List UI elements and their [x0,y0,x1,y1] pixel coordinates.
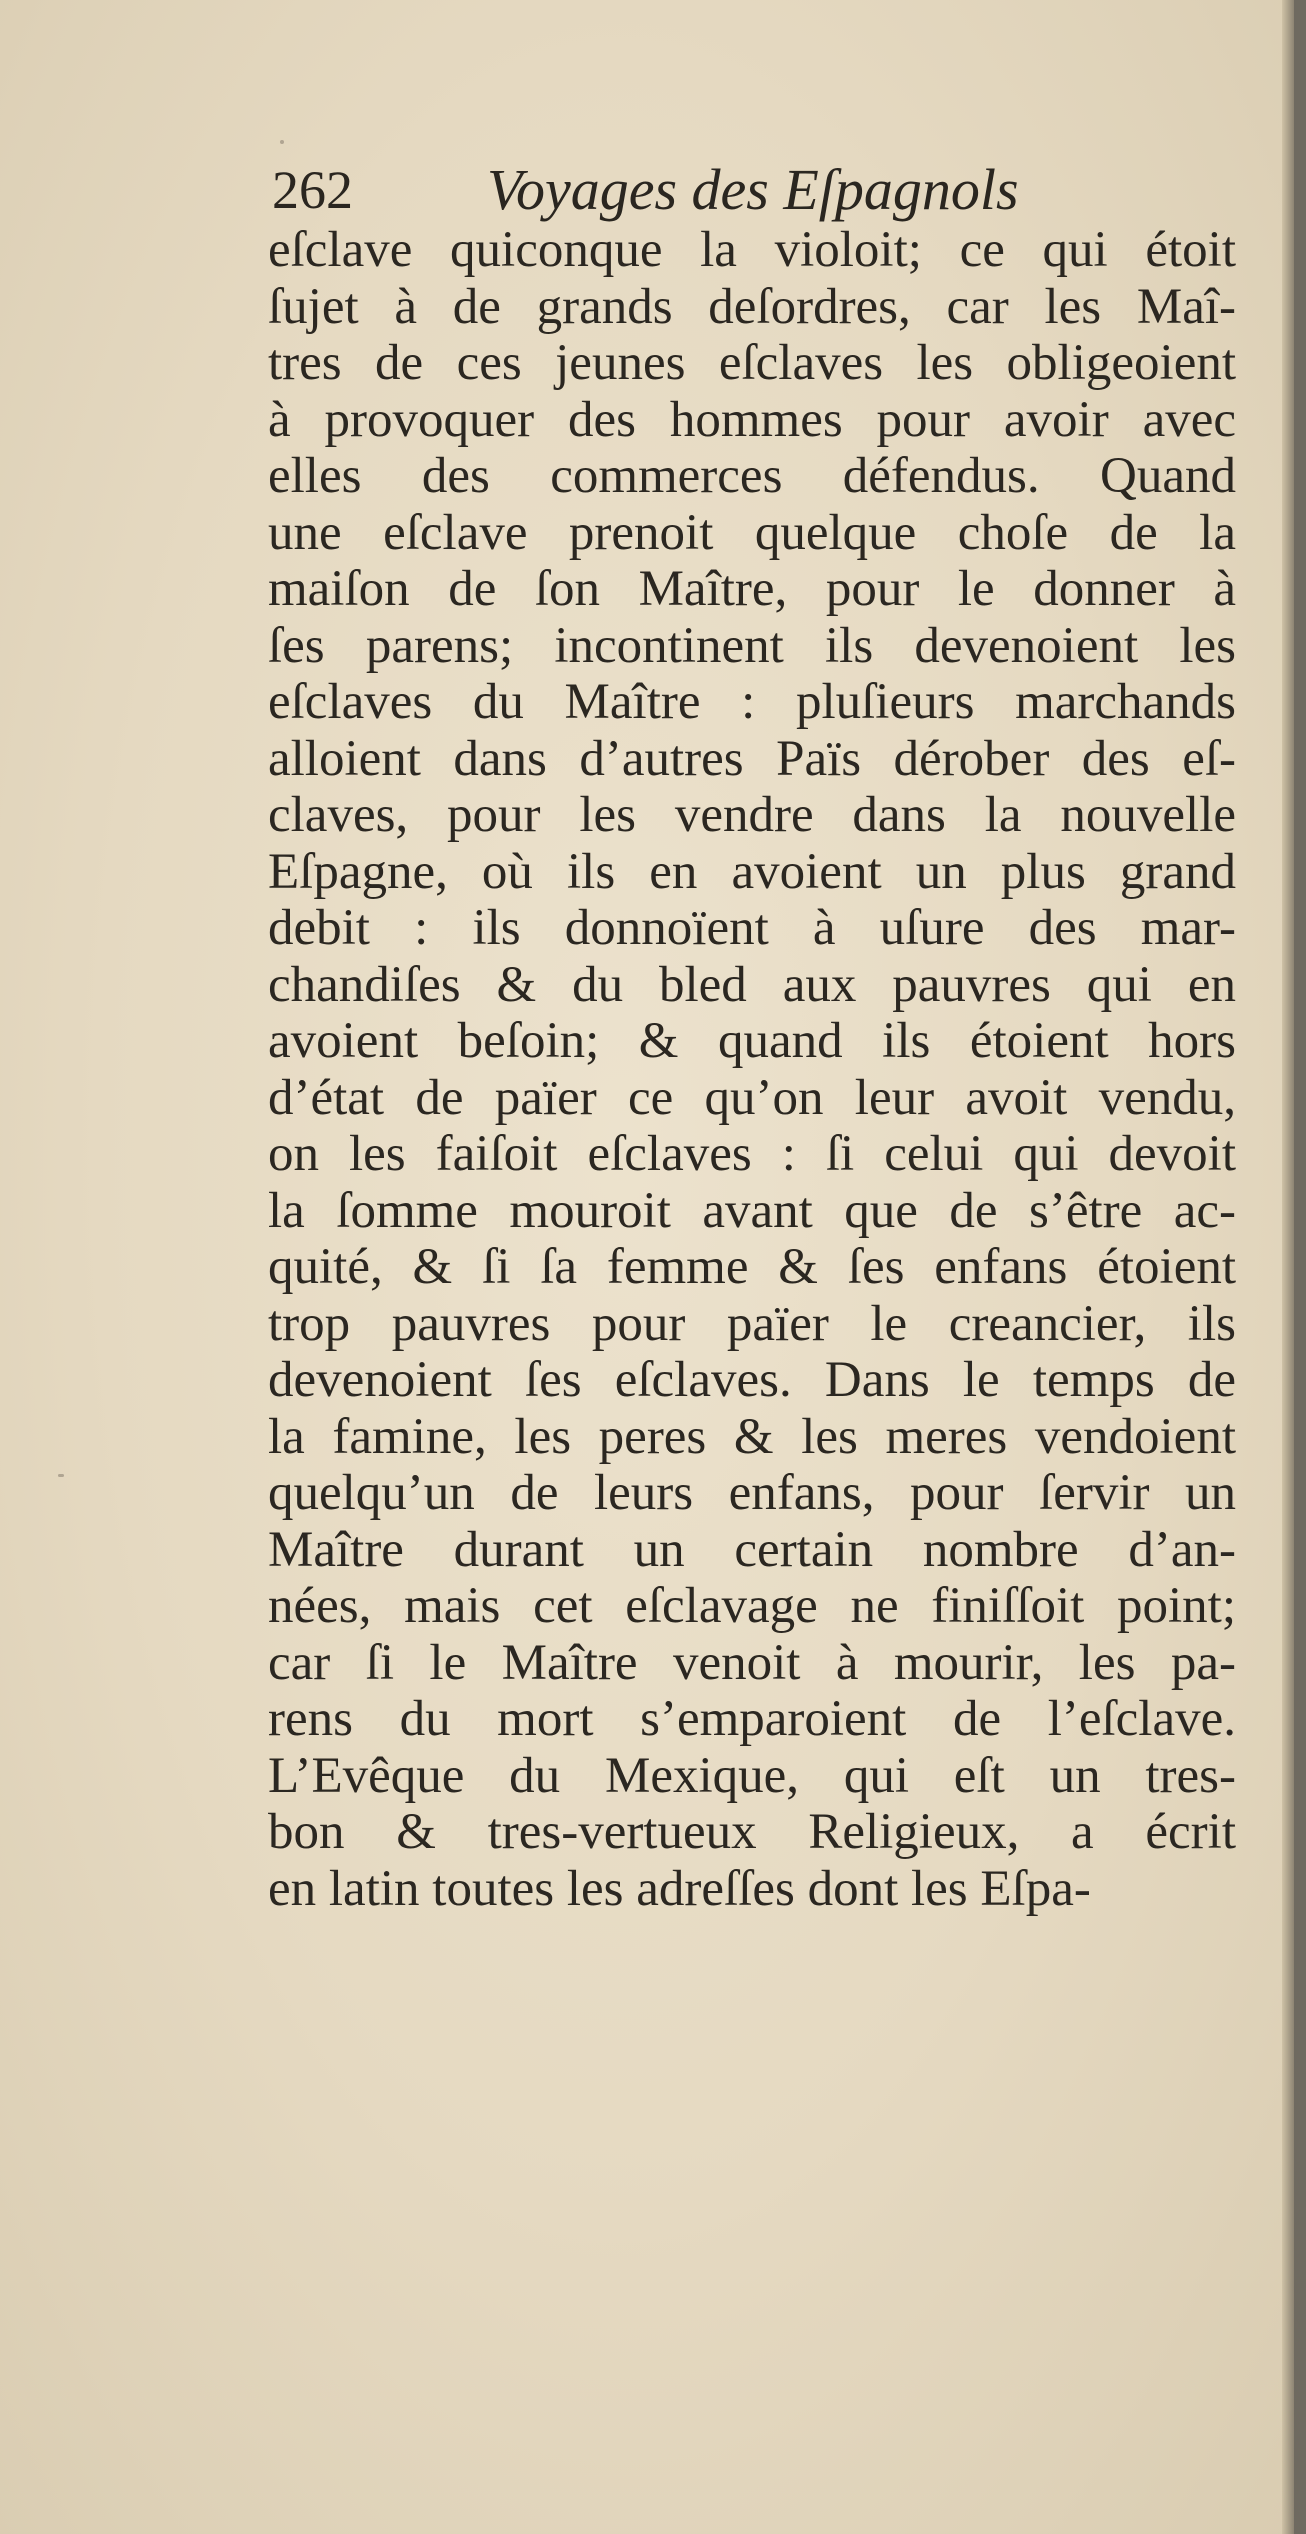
text-line: Eſpagne, où ils en avoient un plus grand [268,843,1236,900]
text-line: L’Evêque du Mexique, qui eſt un tres- [268,1747,1236,1804]
text-line: car ſi le Maître venoit à mourir, les pa- [268,1634,1236,1691]
text-line: rens du mort s’emparoient de l’eſclave. [268,1691,1236,1747]
text-line: claves, pour les vendre dans la nouvelle [268,787,1236,843]
text-line: ſujet à de grands deſordres, car les Maî- [268,278,1236,335]
running-header [272,148,1152,232]
text-line: elles des commerces défendus. Quand [268,448,1236,504]
page-number: 262 [272,160,353,220]
running-title: Voyages des Eſpagnols [487,157,1019,222]
paper-speck [58,1474,64,1477]
text-line: devenoient ſes eſclaves. Dans le temps de [268,1352,1236,1408]
text-line: quité, & ſi ſa femme & ſes enfans étoient [268,1239,1236,1295]
text-line: alloient dans d’autres Païs dérober des eſ- [268,730,1236,787]
text-line: en latin toutes les adreſſes dont les Eſpa- [268,1860,1091,1917]
paper-speck [280,140,284,144]
text-line: nées, mais cet eſclavage ne finiſſoit point; [268,1578,1236,1634]
text-line: quelqu’un de leurs enfans, pour ſervir un [268,1465,1236,1521]
text-line: tres de ces jeunes eſclaves les obligeoient [268,335,1236,391]
text-line: la ſomme mouroit avant que de s’être ac- [268,1182,1236,1239]
text-line: eſclaves du Maître : pluſieurs marchands [268,674,1236,730]
text-line: chandiſes & du bled aux pauvres qui en [268,956,1236,1013]
body-text [268,222,1236,1917]
text-line: avoient beſoin; & quand ils étoient hors [268,1013,1236,1069]
text-line: trop pauvres pour païer le creancier, ils [268,1295,1236,1352]
text-line: on les faiſoit eſclaves : ſi celui qui devoit [268,1126,1236,1182]
page-edge-shadow [1282,0,1294,2534]
text-line: bon & tres-vertueux Religieux, a écrit [268,1804,1236,1860]
text-line: une eſclave prenoit quelque choſe de la [268,504,1236,561]
text-line: à provoquer des hommes pour avoir avec [268,391,1236,448]
text-line: la famine, les peres & les meres vendoient [268,1408,1236,1465]
text-line: debit : ils donnoïent à uſure des mar- [268,900,1236,956]
text-line: ſes parens; incontinent ils devenoient les [268,617,1236,674]
text-line: d’état de païer ce qu’on leur avoit vendu, [268,1069,1236,1126]
text-line: maiſon de ſon Maître, pour le donner à [268,561,1236,617]
text-line: eſclave quiconque la violoit; ce qui étoit [268,222,1236,278]
text-line: Maître durant un certain nombre d’an- [268,1521,1236,1578]
